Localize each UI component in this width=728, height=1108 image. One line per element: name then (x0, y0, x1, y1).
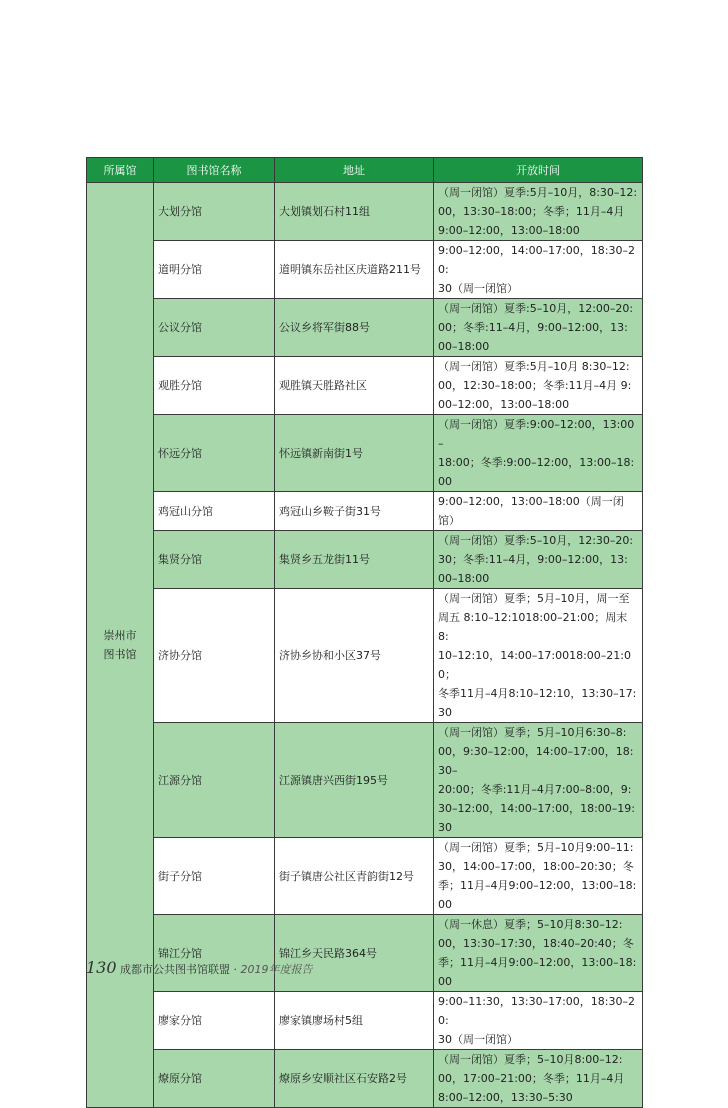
hours-line: （周一闭馆）夏季:5–10月，12:00–20: (438, 302, 634, 315)
header-affiliated-library: 所属馆 (87, 158, 154, 183)
hours-line: 00 (438, 975, 452, 988)
library-name-cell: 锦江分馆 (154, 915, 275, 992)
hours-line: 30，14:00–17:00，18:00–20:30；冬 (438, 860, 634, 873)
address-cell: 观胜镇天胜路社区 (275, 357, 434, 415)
hours-line: 8:00–12:00，13:30–5:30 (438, 1091, 573, 1104)
hours-line: 季；11月–4月9:00–12:00，13:00–18: (438, 879, 637, 892)
header-address: 地址 (275, 158, 434, 183)
opening-hours-cell (434, 299, 643, 357)
table-header (87, 158, 643, 183)
table-row (87, 992, 643, 1050)
footer-year-report: 2019年度报告 (240, 963, 313, 976)
opening-hours-cell (434, 183, 643, 241)
library-name-cell: 怀远分馆 (154, 415, 275, 492)
library-name-cell: 道明分馆 (154, 241, 275, 299)
opening-hours-cell (434, 838, 643, 915)
hours-line: 00 (438, 898, 452, 911)
library-name-cell: 济协分馆 (154, 589, 275, 723)
hours-line: 00–12:00，13:00–18:00 (438, 398, 570, 411)
library-name-cell: 公议分馆 (154, 299, 275, 357)
library-name-cell: 廖家分馆 (154, 992, 275, 1050)
hours-line: （周一闭馆）夏季；5–10月8:00–12: (438, 1053, 623, 1066)
hours-line: 18:00；冬季:9:00–12:00，13:00–18:00 (438, 456, 635, 488)
table-row (87, 723, 643, 838)
table-row (87, 299, 643, 357)
table-row (87, 589, 643, 723)
footer-title: 成都市公共图书馆联盟 · (120, 963, 238, 976)
group-label-line: 图书馆 (103, 648, 137, 661)
address-cell: 鸡冠山乡鞍子街31号 (275, 492, 434, 531)
table-row (87, 357, 643, 415)
hours-line: （周一闭馆）夏季:5月–10月，8:30–12: (438, 186, 638, 199)
table-row (87, 415, 643, 492)
address-cell: 江源镇唐兴西街195号 (275, 723, 434, 838)
header-library-name: 图书馆名称 (154, 158, 275, 183)
hours-line: 30；冬季:11–4月，9:00–12:00，13: (438, 553, 628, 566)
table-row (87, 183, 643, 241)
address-cell: 廖家镇廖场村5组 (275, 992, 434, 1050)
opening-hours-cell (434, 723, 643, 838)
address-cell: 济协乡协和小区37号 (275, 589, 434, 723)
opening-hours-cell (434, 1050, 643, 1108)
hours-line: 00；冬季:11–4月，9:00–12:00，13: (438, 321, 628, 334)
table-row (87, 915, 643, 992)
library-name-cell: 观胜分馆 (154, 357, 275, 415)
hours-line: 30（周一闭馆） (438, 1033, 518, 1046)
address-cell: 街子镇唐公社区青韵街12号 (275, 838, 434, 915)
hours-line: 00，17:00–21:00；冬季；11月–4月 (438, 1072, 625, 1085)
library-name-cell: 集贤分馆 (154, 531, 275, 589)
address-cell: 锦江乡天民路364号 (275, 915, 434, 992)
hours-line: 30–12:00，14:00–17:00，18:00–19:30 (438, 802, 636, 834)
hours-line: 30 (438, 706, 452, 719)
opening-hours-cell (434, 241, 643, 299)
hours-line: 9:00–12:00，14:00–17:00，18:30–20: (438, 244, 636, 276)
hours-line: 00，12:30–18:00；冬季:11月–4月 9: (438, 379, 632, 392)
opening-hours-cell (434, 415, 643, 492)
library-name-cell: 鸡冠山分馆 (154, 492, 275, 531)
address-cell: 怀远镇新南街1号 (275, 415, 434, 492)
hours-line: 00–18:00 (438, 340, 490, 353)
hours-line: （周一休息）夏季；5–10月8:30–12: (438, 918, 623, 931)
opening-hours-cell (434, 992, 643, 1050)
address-cell: 道明镇东岳社区庆道路211号 (275, 241, 434, 299)
address-cell: 公议乡将军街88号 (275, 299, 434, 357)
hours-line: （周一闭馆）夏季；5月–10月9:00–11: (438, 841, 634, 854)
opening-hours-cell (434, 492, 643, 531)
opening-hours-cell (434, 589, 643, 723)
opening-hours-cell (434, 915, 643, 992)
opening-hours-cell (434, 357, 643, 415)
table-row (87, 492, 643, 531)
hours-line: （周一闭馆）夏季；5月–10月，周一至 (438, 592, 630, 605)
hours-line: （周一闭馆）夏季:5月–10月 8:30–12: (438, 360, 630, 373)
hours-line: 9:00–12:00，13:00–18:00（周一闭馆） (438, 495, 624, 527)
hours-line: （周一闭馆）夏季:5–10月，12:30–20: (438, 534, 634, 547)
table-row (87, 241, 643, 299)
library-name-cell: 街子分馆 (154, 838, 275, 915)
page-number: 130 (86, 958, 117, 977)
library-name-cell: 燎原分馆 (154, 1050, 275, 1108)
hours-line: 9:00–12:00，13:00–18:00 (438, 224, 580, 237)
library-name-cell: 大划分馆 (154, 183, 275, 241)
hours-line: 00，13:30–18:00；冬季；11月–4月 (438, 205, 625, 218)
hours-line: 00，9:30–12:00，14:00–17:00，18:30– (438, 745, 634, 777)
header-opening-hours: 开放时间 (434, 158, 643, 183)
table-row (87, 838, 643, 915)
hours-line: 30（周一闭馆） (438, 282, 518, 295)
hours-line: 20:00；冬季:11月–4月7:00–8:00，9: (438, 783, 632, 796)
page-footer (86, 958, 313, 977)
hours-line: 冬季11月–4月8:10–12:10，13:30–17: (438, 687, 637, 700)
hours-line: 季；11月–4月9:00–12:00，13:00–18: (438, 956, 637, 969)
group-label-line: 崇州市 (103, 629, 137, 642)
hours-line: （周一闭馆）夏季；5月–10月6:30–8: (438, 726, 627, 739)
table-row (87, 1050, 643, 1108)
opening-hours-cell (434, 531, 643, 589)
address-cell: 燎原乡安顺社区石安路2号 (275, 1050, 434, 1108)
address-cell: 大划镇划石村11组 (275, 183, 434, 241)
hours-line: （周一闭馆）夏季:9:00–12:00，13:00– (438, 418, 635, 450)
table-row (87, 531, 643, 589)
hours-line: 9:00–11:30，13:30–17:00，18:30–20: (438, 995, 636, 1027)
hours-line: 10–12:10，14:00–17:0018:00–21:00； (438, 649, 631, 681)
library-name-cell: 江源分馆 (154, 723, 275, 838)
address-cell: 集贤乡五龙街11号 (275, 531, 434, 589)
hours-line: 周五 8:10–12:1018:00–21:00；周末 8: (438, 611, 628, 643)
hours-line: 00–18:00 (438, 572, 490, 585)
hours-line: 00，13:30–17:30，18:40–20:40；冬 (438, 937, 634, 950)
